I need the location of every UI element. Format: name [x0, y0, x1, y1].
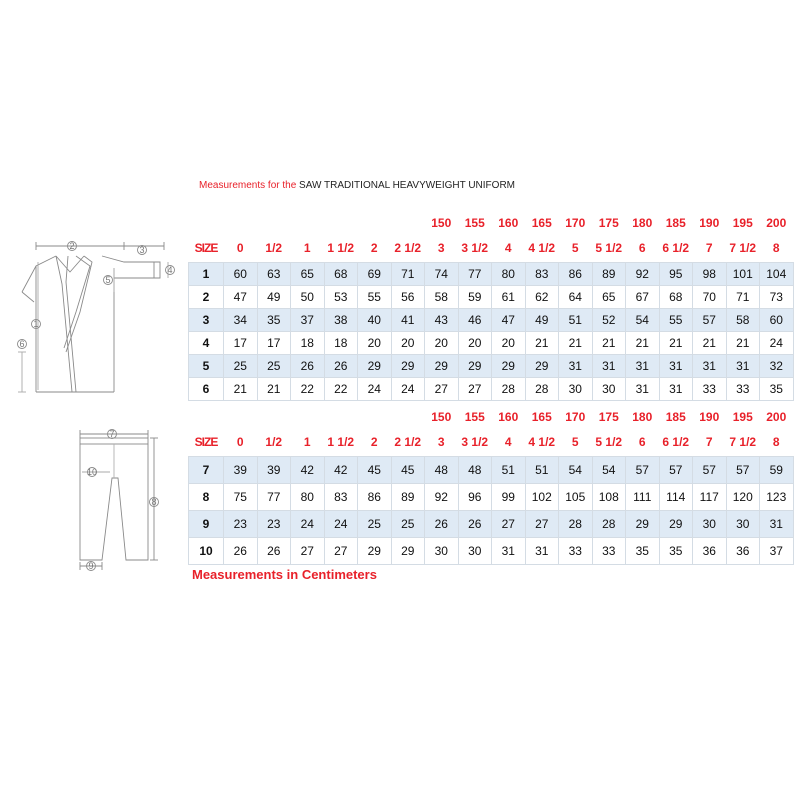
size-header-cell: 1/2 [257, 428, 291, 457]
table-cell: 36 [726, 538, 760, 565]
table-row [189, 332, 794, 355]
size-header-cell: 5 [559, 428, 593, 457]
size-header-cell: 1 [291, 234, 325, 263]
pants-label-8: 8 [151, 497, 157, 507]
table-cell: 45 [391, 457, 425, 484]
height-cell: 195 [732, 216, 753, 230]
table-cell: 29 [391, 355, 425, 378]
size-header-row [189, 428, 794, 457]
table-row [189, 538, 794, 565]
table-cell: 92 [425, 484, 459, 511]
table-cell: 42 [324, 457, 358, 484]
table-cell: 46 [458, 309, 492, 332]
table-cell: 29 [358, 538, 392, 565]
table-cell: 24 [324, 511, 358, 538]
height-cell [391, 212, 425, 234]
table-cell: 30 [592, 378, 626, 401]
height-cell: 190 [699, 410, 720, 424]
table-cell: 50 [291, 286, 325, 309]
table-cell: 59 [458, 286, 492, 309]
table-cell: 29 [626, 511, 660, 538]
size-header-cell: 5 1/2 [592, 234, 626, 263]
table-cell: 20 [425, 332, 459, 355]
table-cell: 65 [291, 263, 325, 286]
size-header-cell: 4 [492, 234, 526, 263]
table-row [189, 286, 794, 309]
table-cell: 45 [358, 457, 392, 484]
height-cell: 175 [598, 410, 619, 424]
pants-label-10: 10 [86, 467, 98, 477]
table-cell: 54 [592, 457, 626, 484]
table-cell: 80 [291, 484, 325, 511]
table-cell: 83 [324, 484, 358, 511]
table-cell: 33 [693, 378, 727, 401]
table-cell: 24 [358, 378, 392, 401]
table-cell: 31 [592, 355, 626, 378]
table-cell: 99 [492, 484, 526, 511]
measurement-label: 5 [189, 355, 224, 378]
table-row [189, 484, 794, 511]
table-cell: 120 [726, 484, 760, 511]
table-cell: 47 [224, 286, 258, 309]
table-cell: 57 [693, 457, 727, 484]
height-cell: 150 [431, 216, 452, 230]
size-header-cell: 1 1/2 [324, 428, 358, 457]
size-header-cell: 8 [760, 428, 794, 457]
table-cell: 31 [760, 511, 794, 538]
height-cell: 180 [632, 410, 653, 424]
table-cell: 55 [358, 286, 392, 309]
size-header-cell: 3 1/2 [458, 428, 492, 457]
table-cell: 23 [224, 511, 258, 538]
table-cell: 86 [358, 484, 392, 511]
pants-diagram [70, 428, 170, 578]
table-cell: 92 [626, 263, 660, 286]
table-cell: 24 [391, 378, 425, 401]
table-cell: 31 [659, 378, 693, 401]
size-header-cell: 3 [425, 234, 459, 263]
table-cell: 86 [559, 263, 593, 286]
pants-outline-icon [70, 428, 170, 578]
size-header-cell: 5 1/2 [592, 428, 626, 457]
height-header-blank [189, 406, 224, 428]
table-cell: 30 [425, 538, 459, 565]
height-cell [324, 212, 358, 234]
table-cell: 25 [358, 511, 392, 538]
height-cell [358, 212, 392, 234]
table-cell: 23 [257, 511, 291, 538]
table-cell: 27 [324, 538, 358, 565]
table-cell: 68 [324, 263, 358, 286]
size-header-cell: 2 [358, 234, 392, 263]
table-cell: 63 [257, 263, 291, 286]
table-cell: 105 [559, 484, 593, 511]
size-header-cell: 7 1/2 [726, 428, 760, 457]
height-cell: 180 [632, 216, 653, 230]
jacket-label-5: 5 [105, 275, 111, 285]
page-title [199, 180, 515, 191]
table-cell: 57 [726, 457, 760, 484]
table-cell: 48 [458, 457, 492, 484]
height-cell [291, 406, 325, 428]
table-cell: 70 [693, 286, 727, 309]
table-cell: 102 [525, 484, 559, 511]
table-cell: 20 [358, 332, 392, 355]
table-cell: 73 [760, 286, 794, 309]
table-row [189, 309, 794, 332]
measurement-label: 10 [189, 538, 224, 565]
table-cell: 21 [693, 332, 727, 355]
table-cell: 27 [492, 511, 526, 538]
height-cell [291, 212, 325, 234]
height-cell [257, 406, 291, 428]
table-cell: 40 [358, 309, 392, 332]
table-cell: 71 [391, 263, 425, 286]
table-cell: 57 [626, 457, 660, 484]
table-cell: 56 [391, 286, 425, 309]
table-cell: 89 [592, 263, 626, 286]
table-cell: 31 [626, 355, 660, 378]
table-cell: 52 [592, 309, 626, 332]
table-cell: 35 [626, 538, 660, 565]
table-cell: 17 [257, 332, 291, 355]
table-cell: 39 [224, 457, 258, 484]
table-cell: 65 [592, 286, 626, 309]
height-cell: 155 [464, 410, 485, 424]
table-cell: 36 [693, 538, 727, 565]
table-cell: 49 [525, 309, 559, 332]
table-cell: 39 [257, 457, 291, 484]
height-cell: 200 [766, 216, 787, 230]
height-cell: 170 [565, 216, 586, 230]
size-header-cell: 6 [626, 234, 660, 263]
table-cell: 21 [257, 378, 291, 401]
table-cell: 25 [391, 511, 425, 538]
size-header-row [189, 234, 794, 263]
table-cell: 35 [760, 378, 794, 401]
table-row [189, 511, 794, 538]
table-cell: 22 [324, 378, 358, 401]
table-cell: 54 [559, 457, 593, 484]
table-cell: 108 [592, 484, 626, 511]
height-cell: 150 [431, 410, 452, 424]
table-cell: 51 [525, 457, 559, 484]
table-cell: 21 [224, 378, 258, 401]
table-cell: 18 [291, 332, 325, 355]
units-note: Measurements in Centimeters [192, 567, 377, 582]
table-cell: 21 [592, 332, 626, 355]
table-cell: 31 [525, 538, 559, 565]
table-cell: 21 [626, 332, 660, 355]
table-cell: 38 [324, 309, 358, 332]
size-header-cell: 3 1/2 [458, 234, 492, 263]
table-row [189, 263, 794, 286]
table-cell: 49 [257, 286, 291, 309]
table-cell: 28 [525, 378, 559, 401]
size-header-cell: 2 1/2 [391, 234, 425, 263]
pants-label-7: 7 [109, 429, 115, 439]
table-cell: 35 [257, 309, 291, 332]
measurement-label: 9 [189, 511, 224, 538]
table-cell: 83 [525, 263, 559, 286]
table-cell: 68 [659, 286, 693, 309]
table-cell: 28 [559, 511, 593, 538]
height-cell: 185 [665, 216, 686, 230]
measurement-label: 4 [189, 332, 224, 355]
table-cell: 95 [659, 263, 693, 286]
table-cell: 26 [224, 538, 258, 565]
table-cell: 31 [626, 378, 660, 401]
pants-label-9: 9 [88, 561, 94, 571]
size-header-cell: 7 [693, 234, 727, 263]
table-cell: 26 [458, 511, 492, 538]
table-cell: 77 [458, 263, 492, 286]
table-cell: 57 [659, 457, 693, 484]
height-header-row [189, 406, 794, 428]
height-cell [257, 212, 291, 234]
size-header-label: SIZE [189, 234, 224, 263]
table-cell: 26 [425, 511, 459, 538]
table-cell: 34 [224, 309, 258, 332]
table-cell: 42 [291, 457, 325, 484]
table-cell: 57 [693, 309, 727, 332]
table-cell: 27 [458, 378, 492, 401]
size-header-cell: 4 1/2 [525, 428, 559, 457]
table-cell: 67 [626, 286, 660, 309]
height-cell [324, 406, 358, 428]
size-header-cell: 2 [358, 428, 392, 457]
jacket-label-4: 4 [167, 265, 173, 275]
height-cell: 185 [665, 410, 686, 424]
table-cell: 47 [492, 309, 526, 332]
jacket-size-table [188, 212, 794, 401]
title-product: SAW TRADITIONAL HEAVYWEIGHT UNIFORM [299, 180, 515, 191]
table-cell: 17 [224, 332, 258, 355]
size-header-cell: 1 1/2 [324, 234, 358, 263]
height-cell [224, 406, 258, 428]
table-cell: 53 [324, 286, 358, 309]
table-cell: 35 [659, 538, 693, 565]
table-cell: 24 [760, 332, 794, 355]
size-header-cell: 4 [492, 428, 526, 457]
table-cell: 20 [492, 332, 526, 355]
measurement-label: 1 [189, 263, 224, 286]
table-cell: 21 [726, 332, 760, 355]
table-cell: 21 [525, 332, 559, 355]
table-cell: 80 [492, 263, 526, 286]
table-cell: 69 [358, 263, 392, 286]
size-header-label: SIZE [189, 428, 224, 457]
table-cell: 28 [592, 511, 626, 538]
table-cell: 29 [458, 355, 492, 378]
table-cell: 33 [592, 538, 626, 565]
table-cell: 117 [693, 484, 727, 511]
table-cell: 54 [626, 309, 660, 332]
table-cell: 26 [324, 355, 358, 378]
table-row [189, 378, 794, 401]
height-cell: 160 [498, 216, 519, 230]
table-cell: 89 [391, 484, 425, 511]
height-cell: 190 [699, 216, 720, 230]
height-cell: 200 [766, 410, 787, 424]
table-cell: 60 [224, 263, 258, 286]
table-cell: 31 [659, 355, 693, 378]
table-cell: 30 [458, 538, 492, 565]
height-cell [391, 406, 425, 428]
table-cell: 111 [626, 484, 660, 511]
height-cell: 155 [464, 216, 485, 230]
table-cell: 21 [659, 332, 693, 355]
table-cell: 64 [559, 286, 593, 309]
table-cell: 77 [257, 484, 291, 511]
size-header-cell: 2 1/2 [391, 428, 425, 457]
table-cell: 25 [257, 355, 291, 378]
table-cell: 41 [391, 309, 425, 332]
table-cell: 29 [492, 355, 526, 378]
table-cell: 61 [492, 286, 526, 309]
size-header-cell: 6 1/2 [659, 428, 693, 457]
table-cell: 29 [358, 355, 392, 378]
table-cell: 27 [425, 378, 459, 401]
table-cell: 37 [291, 309, 325, 332]
table-cell: 29 [425, 355, 459, 378]
height-cell: 195 [732, 410, 753, 424]
table-cell: 104 [760, 263, 794, 286]
size-header-cell: 8 [760, 234, 794, 263]
table-row [189, 355, 794, 378]
height-cell [358, 406, 392, 428]
table-row [189, 457, 794, 484]
size-header-cell: 4 1/2 [525, 234, 559, 263]
table-cell: 24 [291, 511, 325, 538]
height-cell: 170 [565, 410, 586, 424]
pants-size-table [188, 406, 794, 565]
table-cell: 30 [726, 511, 760, 538]
table-cell: 98 [693, 263, 727, 286]
height-cell: 160 [498, 410, 519, 424]
measurement-label: 6 [189, 378, 224, 401]
size-header-cell: 3 [425, 428, 459, 457]
measurement-label: 3 [189, 309, 224, 332]
table-cell: 31 [559, 355, 593, 378]
table-cell: 96 [458, 484, 492, 511]
table-cell: 31 [726, 355, 760, 378]
table-cell: 75 [224, 484, 258, 511]
height-cell [224, 212, 258, 234]
size-header-cell: 6 1/2 [659, 234, 693, 263]
size-header-cell: 7 1/2 [726, 234, 760, 263]
table-cell: 25 [224, 355, 258, 378]
table-cell: 31 [492, 538, 526, 565]
title-prefix: Measurements for the [199, 180, 297, 191]
table-cell: 48 [425, 457, 459, 484]
size-header-cell: 7 [693, 428, 727, 457]
jacket-diagram [14, 232, 182, 402]
table-cell: 21 [559, 332, 593, 355]
table-cell: 123 [760, 484, 794, 511]
table-cell: 29 [659, 511, 693, 538]
height-header-row [189, 212, 794, 234]
measurement-label: 2 [189, 286, 224, 309]
table-cell: 18 [324, 332, 358, 355]
size-header-cell: 0 [224, 428, 258, 457]
jacket-label-2: 2 [69, 241, 75, 251]
size-header-cell: 5 [559, 234, 593, 263]
jacket-label-1: 1 [33, 319, 39, 329]
height-cell: 165 [531, 216, 552, 230]
table-cell: 31 [693, 355, 727, 378]
table-cell: 51 [559, 309, 593, 332]
table-cell: 22 [291, 378, 325, 401]
table-cell: 28 [492, 378, 526, 401]
table-cell: 27 [525, 511, 559, 538]
table-cell: 20 [391, 332, 425, 355]
size-header-cell: 1 [291, 428, 325, 457]
table-cell: 101 [726, 263, 760, 286]
table-cell: 26 [257, 538, 291, 565]
table-cell: 29 [391, 538, 425, 565]
height-cell: 175 [598, 216, 619, 230]
jacket-label-3: 3 [139, 245, 145, 255]
size-header-cell: 6 [626, 428, 660, 457]
table-cell: 71 [726, 286, 760, 309]
size-header-cell: 1/2 [257, 234, 291, 263]
size-header-cell: 0 [224, 234, 258, 263]
height-cell: 165 [531, 410, 552, 424]
height-header-blank [189, 212, 224, 234]
table-cell: 27 [291, 538, 325, 565]
table-cell: 114 [659, 484, 693, 511]
table-cell: 26 [291, 355, 325, 378]
table-cell: 59 [760, 457, 794, 484]
table-cell: 30 [693, 511, 727, 538]
table-cell: 58 [425, 286, 459, 309]
table-cell: 74 [425, 263, 459, 286]
jacket-outline-icon [14, 232, 182, 402]
table-cell: 43 [425, 309, 459, 332]
table-cell: 37 [760, 538, 794, 565]
table-cell: 33 [726, 378, 760, 401]
table-cell: 60 [760, 309, 794, 332]
table-cell: 29 [525, 355, 559, 378]
table-cell: 33 [559, 538, 593, 565]
table-cell: 51 [492, 457, 526, 484]
table-cell: 20 [458, 332, 492, 355]
table-cell: 55 [659, 309, 693, 332]
measurement-label: 7 [189, 457, 224, 484]
table-cell: 58 [726, 309, 760, 332]
table-cell: 30 [559, 378, 593, 401]
measurement-label: 8 [189, 484, 224, 511]
table-cell: 32 [760, 355, 794, 378]
table-cell: 62 [525, 286, 559, 309]
jacket-label-6: 6 [19, 339, 25, 349]
